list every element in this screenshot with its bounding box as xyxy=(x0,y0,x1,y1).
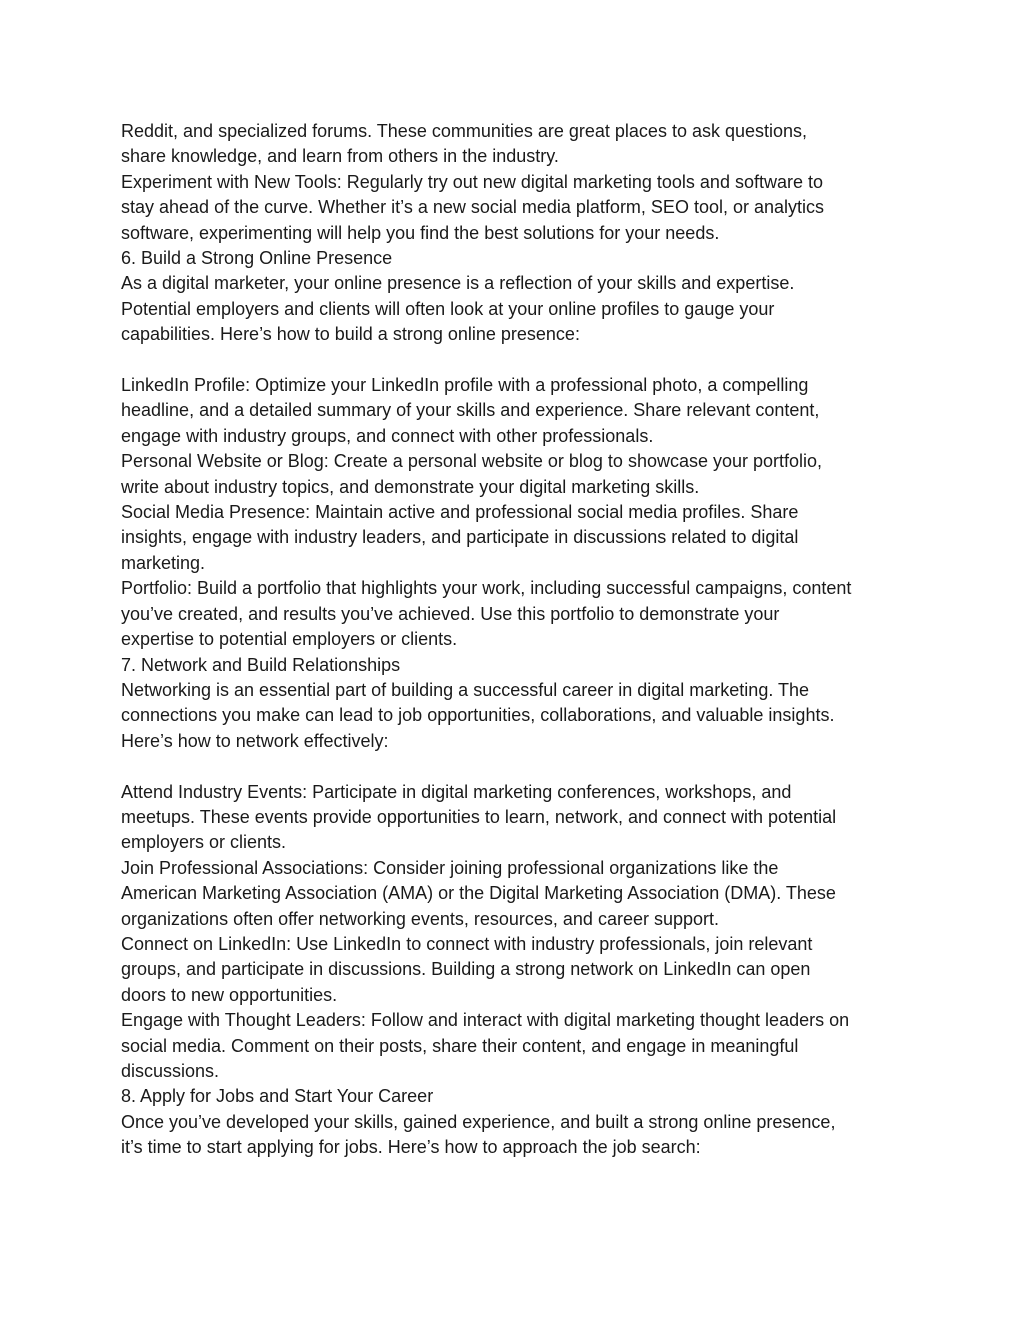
text-line: you’ve created, and results you’ve achieved. Use this portfolio to demonstrate your xyxy=(121,603,780,624)
text-line: engage with industry groups, and connect with other professionals. xyxy=(121,425,654,446)
text-line: Attend Industry Events: Participate in digital marketing conferences, workshops, and xyxy=(121,781,792,802)
text-line: groups, and participate in discussions. Building a strong network on LinkedIn can open xyxy=(121,959,811,980)
document-body xyxy=(121,119,911,1161)
text-line: Here’s how to network effectively: xyxy=(121,730,389,751)
section-heading: 6. Build a Strong Online Presence xyxy=(121,248,393,269)
text-line: organizations often offer networking events, resources, and career support. xyxy=(121,908,720,929)
text-line: share knowledge, and learn from others in the industry. xyxy=(121,146,559,167)
text-line: American Marketing Association (AMA) or the Digital Marketing Association (DMA). These xyxy=(121,883,836,904)
section-heading: 7. Network and Build Relationships xyxy=(121,654,401,675)
text-line: insights, engage with industry leaders, and participate in discussions related to digital xyxy=(121,527,799,548)
text-line: employers or clients. xyxy=(121,832,287,853)
text-line: software, experimenting will help you find the best solutions for your needs. xyxy=(121,222,720,243)
text-line: meetups. These events provide opportunities to learn, network, and connect with potential xyxy=(121,806,837,827)
text-line: Engage with Thought Leaders: Follow and interact with digital marketing thought leaders on xyxy=(121,1010,850,1031)
text-line: social media. Comment on their posts, share their content, and engage in meaningful xyxy=(121,1035,799,1056)
text-line: Networking is an essential part of building a successful career in digital marketing. The xyxy=(121,679,810,700)
text-line: discussions. xyxy=(121,1061,220,1081)
text-line: Once you’ve developed your skills, gained experience, and built a strong online presence, xyxy=(121,1111,836,1132)
text-line: Portfolio: Build a portfolio that highlights your work, including successful campaigns, content xyxy=(121,578,852,599)
text-line: LinkedIn Profile: Optimize your LinkedIn profile with a professional photo, a compelling xyxy=(121,375,809,396)
text-line: marketing. xyxy=(121,552,206,573)
text-line: write about industry topics, and demonstrate your digital marketing skills. xyxy=(121,476,700,497)
text-line: connections you make can lead to job opportunities, collaborations, and valuable insights. xyxy=(121,705,835,726)
text-line: Experiment with New Tools: Regularly try out new digital marketing tools and software to xyxy=(121,171,823,192)
text-line: Connect on LinkedIn: Use LinkedIn to connect with industry professionals, join relevant xyxy=(121,933,813,954)
text-line: As a digital marketer, your online presence is a reflection of your skills and expertise. xyxy=(121,273,795,294)
text-line: Potential employers and clients will often look at your online profiles to gauge your xyxy=(121,298,775,319)
blank-line xyxy=(121,754,911,779)
text-line: Reddit, and specialized forums. These communities are great places to ask questions, xyxy=(121,121,808,141)
section-heading: 8. Apply for Jobs and Start Your Career xyxy=(121,1086,434,1107)
text-line: it’s time to start applying for jobs. Here’s how to approach the job search: xyxy=(121,1137,701,1158)
text-line: headline, and a detailed summary of your skills and experience. Share relevant content, xyxy=(121,400,820,421)
text-line: Join Professional Associations: Consider joining professional organizations like the xyxy=(121,857,779,878)
text-line: capabilities. Here’s how to build a strong online presence: xyxy=(121,324,580,345)
text-line: Social Media Presence: Maintain active and professional social media profiles. Share xyxy=(121,502,799,523)
text-line: Personal Website or Blog: Create a personal website or blog to showcase your portfolio, xyxy=(121,451,823,472)
text-line: stay ahead of the curve. Whether it’s a new social media platform, SEO tool, or analytics xyxy=(121,197,825,218)
text-line: doors to new opportunities. xyxy=(121,984,338,1005)
text-line: expertise to potential employers or clients. xyxy=(121,629,458,650)
blank-line xyxy=(121,348,911,373)
